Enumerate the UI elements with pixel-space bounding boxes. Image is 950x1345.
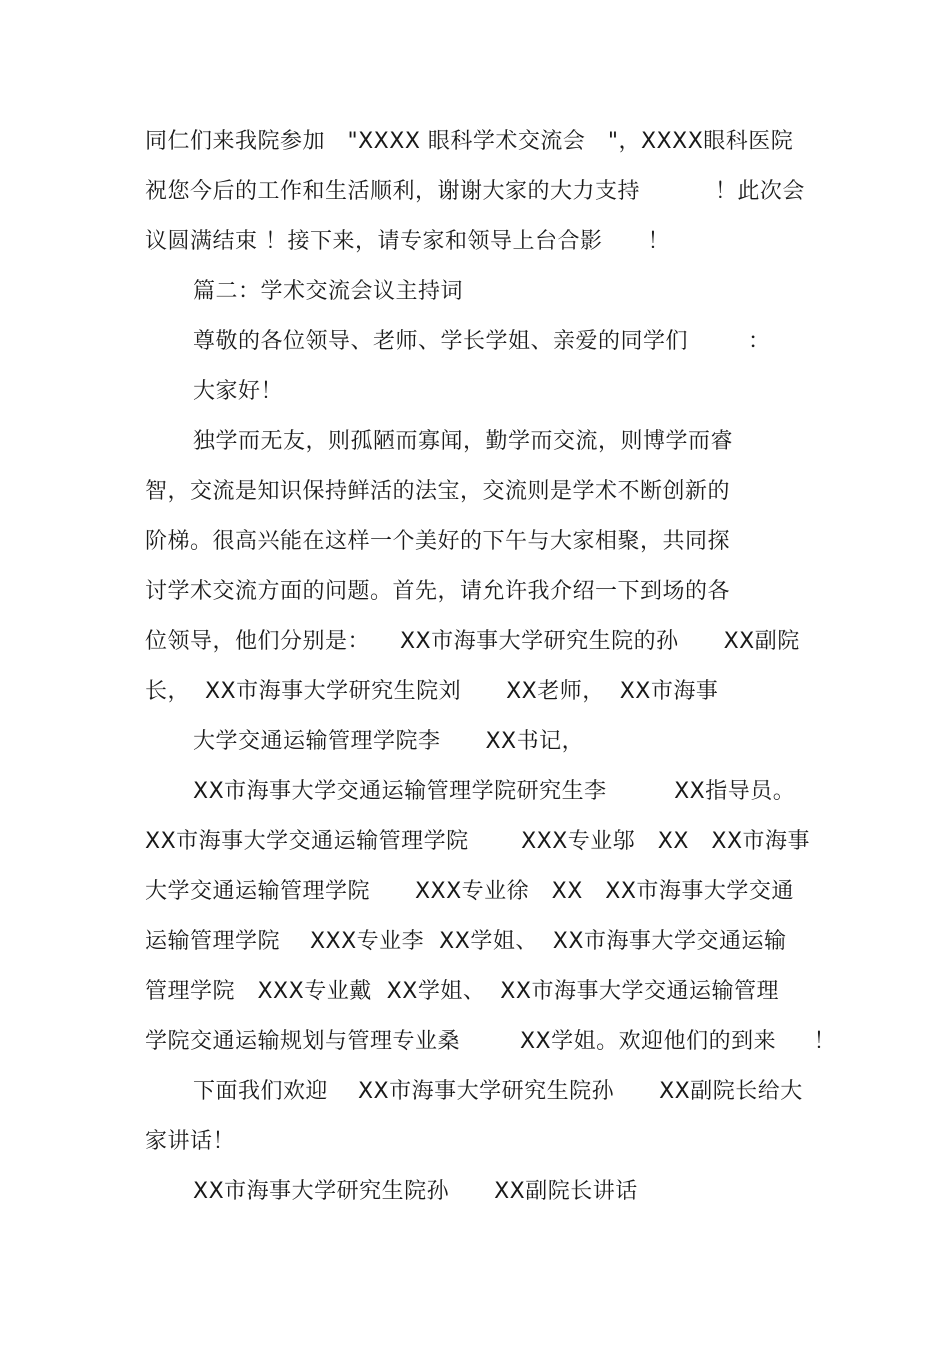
text-line-16: 大学交通运输管理学院 XXX专业徐 XX XX市海事大学交通 <box>145 879 794 904</box>
text-line-2: 祝您今后的工作和生活顺利，谢谢大家的大力支持 ！此次会 <box>145 179 805 204</box>
text-line-22: XX市海事大学研究生院孙 XX副院长讲话 <box>193 1179 638 1204</box>
text-line-17: 运输管理学院 XXX专业李 XX学姐、 XX市海事大学交通运输 <box>145 929 787 954</box>
text-line-1: 同仁们来我院参加 "XXXX 眼科学术交流会 "，XXXX眼科医院 <box>145 129 794 154</box>
text-line-21: 家讲话！ <box>145 1129 236 1154</box>
text-line-11: 位领导，他们分别是： XX市海事大学研究生院的孙 XX副院 <box>145 629 800 654</box>
text-line-19: 学院交通运输规划与管理专业桑 XX学姐。欢迎他们的到来 ！ <box>145 1029 837 1054</box>
text-line-9: 阶梯。很高兴能在这样一个美好的下午与大家相聚，共同探 <box>145 529 731 554</box>
text-line-18: 管理学院 XXX专业戴 XX学姐、 XX市海事大学交通运输管理 <box>145 979 779 1004</box>
text-line-7: 独学而无友，则孤陋而寡闻，勤学而交流，则博学而睿 <box>193 429 734 454</box>
section-heading: 篇二：学术交流会议主持词 <box>193 279 464 304</box>
text-line-14: XX市海事大学交通运输管理学院研究生李 XX指导员。 <box>193 779 796 804</box>
text-line-8: 智，交流是知识保持鲜活的法宝，交流则是学术不断创新的 <box>145 479 731 504</box>
text-line-3: 议圆满结束 ！接下来，请专家和领导上台合影 ！ <box>145 229 670 254</box>
text-line-15: XX市海事大学交通运输管理学院 XXX专业邬 XX XX市海事 <box>145 829 811 854</box>
text-line-13: 大学交通运输管理学院李 XX书记， <box>193 729 585 754</box>
text-line-20: 下面我们欢迎 XX市海事大学研究生院孙 XX副院长给大 <box>193 1079 803 1104</box>
salutation: 尊敬的各位领导、老师、学长学姐、亲爱的同学们 ： <box>193 329 771 354</box>
greeting: 大家好！ <box>193 379 284 404</box>
text-line-12: 长， XX市海事大学研究生院刘 XX老师， XX市海事 <box>145 679 719 704</box>
text-line-10: 讨学术交流方面的问题。首先，请允许我介绍一下到场的各 <box>145 579 731 604</box>
